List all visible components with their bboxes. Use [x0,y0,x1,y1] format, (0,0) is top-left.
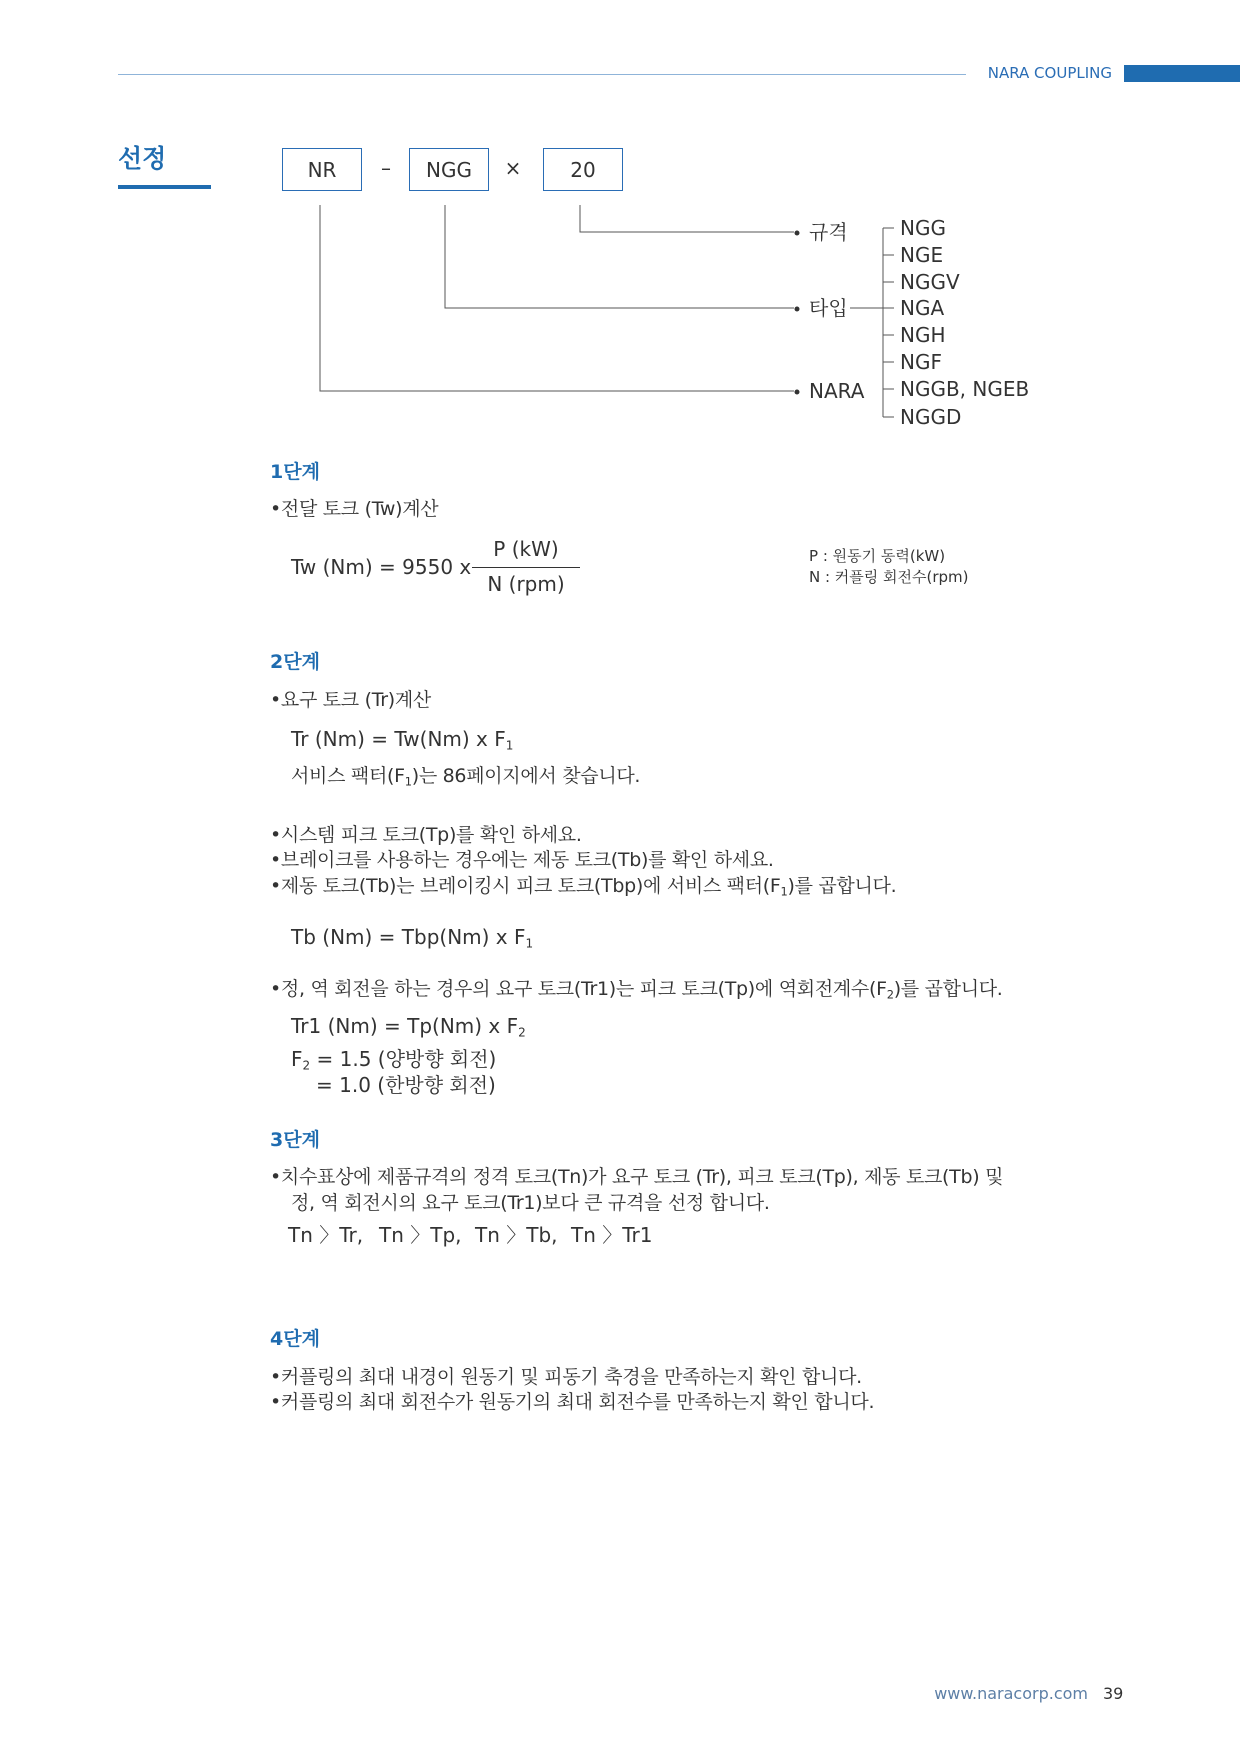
type-list-item: NGE [900,243,944,267]
step1-legend-n: N : 커플링 회전수(rpm) [809,568,969,586]
step2-bullet-reverse [270,978,1003,1001]
bullet-text: )를 곱합니다. [787,875,897,897]
step2-bullet-peak: •시스템 피크 토크(Tp)를 확인 하세요. [270,824,582,846]
bullet-text: )를 곱합니다. [893,978,1003,1000]
subscript: 1 [404,774,412,789]
step3-condition: Tn 〉Tr1 [571,1223,653,1247]
label-type: 타입 [809,296,848,320]
step2-formula-tr [291,727,513,751]
size-connector-line [580,205,794,232]
note-text: )는 86페이지에서 찾습니다. [411,765,641,787]
bullet-text: •정, 역 회전을 하는 경우의 요구 토크(Tr1)는 피크 토크(Tp)에 역회전계수(F [270,978,887,1000]
footer-url: www.naracorp.com [934,1684,1088,1703]
step1-numerator: P (kW) [493,537,559,561]
formula-text: F [291,1047,303,1071]
step2-bullet-calc: •요구 토크 (Tr)계산 [270,689,431,711]
label-size: 규격 [809,220,848,244]
formula-text: Tr (Nm) = Tw(Nm) x F [291,727,506,751]
step3-bullet-line2: 정, 역 회전시의 요구 토크(Tr1)보다 큰 규격을 선정 합니다. [291,1192,770,1214]
code-separator-dash: – [381,156,391,180]
bullet-text: •제동 토크(Tb)는 브레이킹시 피크 토크(Tbp)에 서비스 팩터(F [270,875,781,897]
type-list-item: NGGV [900,270,960,294]
type-list-item: NGGB, NGEB [900,377,1030,401]
code-box-size: 20 [543,148,623,191]
subscript: 2 [302,1058,311,1073]
step3-heading: 3단계 [270,1129,320,1151]
label-bullet-dot [795,307,800,312]
type-list-item: NGG [900,216,946,240]
code-box-type: NGG [409,148,489,191]
type-list-item: NGH [900,323,946,347]
subscript: 2 [886,987,894,1002]
type-list-item: NGF [900,350,942,374]
step3-bullet-line1: •치수표상에 제품규격의 정격 토크(Tn)가 요구 토크 (Tr), 피크 토크(Tp), 제동 토크(Tb) 및 [270,1166,1004,1188]
step3-condition: Tn 〉Tr, [288,1223,364,1247]
formula-text: Tb (Nm) = Tbp(Nm) x F [291,925,526,949]
label-bullet-dot [795,390,800,395]
maker-connector-line [320,205,794,391]
label-maker: NARA [809,379,865,403]
subscript: 1 [780,884,788,899]
step1-heading: 1단계 [270,461,320,483]
step1-fraction-bar [472,567,580,568]
step2-service-note [291,765,640,788]
label-bullet-dot [795,231,800,236]
type-connector-line [445,205,794,308]
step1-legend-p: P : 원동기 동력(kW) [809,547,946,565]
step2-f2-unidirectional: = 1.0 (한방향 회전) [316,1073,496,1097]
step2-bullet-braking [270,875,896,898]
step1-formula-lhs: Tw (Nm) = 9550 x [291,555,472,579]
step2-formula-tr1 [291,1014,526,1038]
code-diagram-lines [0,0,1240,450]
formula-text: = 1.5 (양방향 회전) [310,1047,497,1071]
section-title: 선정 [118,144,167,173]
formula-text: Tr1 (Nm) = Tp(Nm) x F [291,1014,519,1038]
step2-bullet-brake: •브레이크를 사용하는 경우에는 제동 토크(Tb)를 확인 하세요. [270,849,774,871]
step2-heading: 2단계 [270,651,320,673]
step1-denominator: N (rpm) [487,572,565,596]
type-list-item: NGGD [900,405,962,429]
step1-bullet-calc: •전달 토크 (Tw)계산 [270,498,439,520]
step3-condition: Tn 〉Tp, [379,1223,462,1247]
step4-bullet-bore: •커플링의 최대 내경이 원동기 및 피동기 축경을 만족하는지 확인 합니다. [270,1366,862,1388]
type-list-item: NGA [900,296,945,320]
header-brand: NARA COUPLING [987,64,1112,82]
step3-condition: Tn 〉Tb, [475,1223,558,1247]
code-separator-times: × [504,156,522,180]
code-box-maker: NR [282,148,362,191]
step4-bullet-speed: •커플링의 최대 회전수가 원동기의 최대 회전수를 만족하는지 확인 합니다. [270,1391,875,1413]
page-number: 39 [1103,1684,1124,1703]
note-text: 서비스 팩터(F [291,765,405,787]
subscript: 1 [525,936,534,951]
step4-heading: 4단계 [270,1328,320,1350]
subscript: 2 [518,1025,526,1040]
step2-formula-tb [291,925,533,949]
subscript: 1 [505,738,514,753]
step2-f2-bidirectional [291,1047,496,1071]
